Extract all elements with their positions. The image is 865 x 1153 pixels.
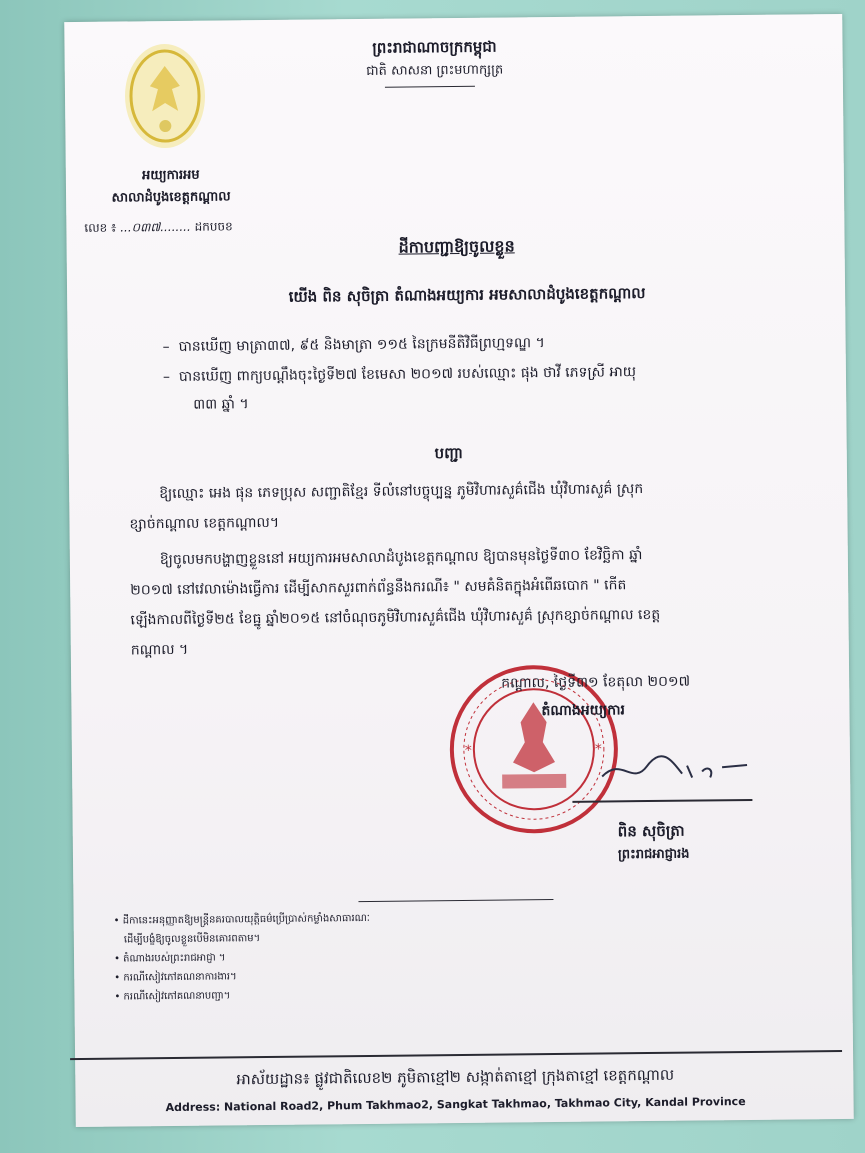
note-text: ករណីសៀវភៅគណនាការងារ។ — [123, 971, 237, 984]
paragraph-2-line: កណ្តាល ។ — [130, 641, 189, 659]
paragraph-2-line: ឡើងកាលពីថ្ងៃទី២៥ ខែធ្នូ ឆ្នាំ២០១៥ នៅចំណុចភូមិវិហារសួគ៌ជើង ឃុំវិហារសួគ៌ ស្រុកខ្សាច់កណ្តាល ខេត្ត — [130, 606, 661, 629]
reference-number — [84, 217, 344, 238]
motto-divider — [385, 86, 475, 88]
svg-text:*: * — [594, 741, 602, 758]
reference-number-label: លេខ ៖ — [84, 220, 117, 235]
consideration-dash: – — [162, 338, 179, 356]
note-item: • តំណាងរបស់ព្រះរាជអាជ្ញា ។ — [113, 952, 226, 965]
order-paragraph-1 — [129, 472, 810, 539]
signatory-role: តំណាងអយ្យការ — [541, 702, 626, 720]
reference-number-value: ...០៣៧........ — [120, 219, 191, 235]
national-motto: ជាតិ សាសនា ព្រះមហាក្សត្រ — [366, 62, 504, 79]
note-item: • ករណីសៀវភៅគណនាការងារ។ — [114, 971, 237, 984]
footer-address-khmer: អាស័យដ្ឋាន៖ ផ្លូវជាតិលេខ២ ភូមិតាខ្មៅ២ សង្កាត់តាខ្មៅ ក្រុងតាខ្មៅ ខេត្តកណ្តាល — [236, 1065, 675, 1089]
consideration-dash: – — [162, 368, 179, 386]
notes-list — [114, 907, 535, 1006]
signatory-name: ពិន សុចិត្រា — [617, 821, 685, 841]
order-heading: បញ្ជា — [434, 443, 464, 463]
paragraph-2-line: ឱ្យចូលមកបង្ហាញខ្លួននៅ អយ្យការអមសាលាដំបូងខេត្តកណ្តាល ឱ្យបានមុនថ្ងៃទី៣០ ខែវិច្ឆិកា ឆ្នាំ — [159, 547, 643, 569]
place-and-date: កណ្តាល, ថ្ងៃទី៣១ ខែតុលា ២០១៧ — [501, 673, 691, 692]
note-item: • ករណីសៀវភៅគណនាបញ្ជា។ — [114, 990, 231, 1003]
document-title: ដីកាបញ្ជាឱ្យចូលខ្លួន — [398, 236, 515, 257]
footer-divider — [70, 1050, 842, 1060]
ministry-logo — [119, 41, 210, 152]
signatory-title: ព្រះរាជអាជ្ញារង — [617, 846, 690, 863]
consideration-2 — [163, 360, 823, 388]
paragraph-1-line: ខ្សាច់កណ្តាល ខេត្តកណ្តាល។ — [129, 514, 280, 533]
office-name-line2: សាលាដំបូងខេត្តកណ្តាល — [111, 189, 231, 206]
svg-text:*: * — [464, 742, 472, 759]
order-paragraph-2 — [130, 538, 811, 665]
consideration-2-continued: ៣៣ ឆ្នាំ ។ — [193, 396, 249, 413]
note-text: តំណាងរបស់ព្រះរាជអាជ្ញា ។ — [123, 952, 226, 965]
consideration-text: បានឃើញ ពាក្យបណ្តឹងចុះថ្ងៃទី២៧ ខែមេសា ២០១៧ របស់ឈ្មោះ ផុង ថាវី ភេទស្រី អាយុ — [178, 364, 637, 385]
consideration-text: បានឃើញ មាត្រា៣៧, ៩៥ និងមាត្រា ១១៥ នៃក្រមនីតិវិធីព្រហ្មទណ្ឌ ។ — [178, 335, 545, 355]
issuer-line: យើង ពិន សុចិត្រា តំណាងអយ្យការ អមសាលាដំបូងខេត្តកណ្តាល — [288, 284, 646, 306]
footer-address-english: Address: National Road2, Phum Takhmao2, Sangkat Takhmao, Takhmao City, Kandal Province — [165, 1095, 746, 1115]
kingdom-title: ព្រះរាជាណាចក្រកម្ពុជា — [372, 37, 497, 57]
reference-number-suffix: ដកបចខ — [194, 219, 233, 234]
handwritten-signature — [592, 735, 753, 797]
note-text: ដើម្បីបង្ខំឱ្យចូលខ្លួនបើមិនគោរពតាម។ — [123, 933, 261, 946]
paragraph-1-line: ឱ្យឈ្មោះ អេង ផុន ភេទប្រុស សញ្ជាតិខ្មែរ ទីលំនៅបច្ចុប្បន្ន ភូមិវិហារសួគ៌ជើង ឃុំវិហារសួគ៌ ស្រុក — [159, 481, 644, 503]
note-text: ករណីសៀវភៅគណនាបញ្ជា។ — [123, 990, 231, 1003]
document-page — [64, 14, 854, 1127]
office-name-line1: អយ្យការអម — [142, 167, 200, 184]
consideration-1 — [163, 330, 803, 358]
paragraph-2-line: ២០១៧ នៅវេលាម៉ោងធ្វើការ ដើម្បីសាកសួរពាក់ព័ន្ធនឹងករណី៖ " សមគំនិតក្នុងអំពើឆបោក " កើត — [130, 577, 627, 599]
note-text: ដីកានេះអនុញ្ញាតឱ្យមន្ត្រីនគរបាលយុត្តិធម៌ប្រើប្រាស់កម្លាំងសាធារណៈ — [122, 912, 370, 927]
note-item: • ដីកានេះអនុញ្ញាតឱ្យមន្ត្រីនគរបាលយុត្តិធម៌ប្រើប្រាស់កម្លាំងសាធារណៈ — [113, 912, 370, 927]
notes-divider — [358, 899, 553, 902]
